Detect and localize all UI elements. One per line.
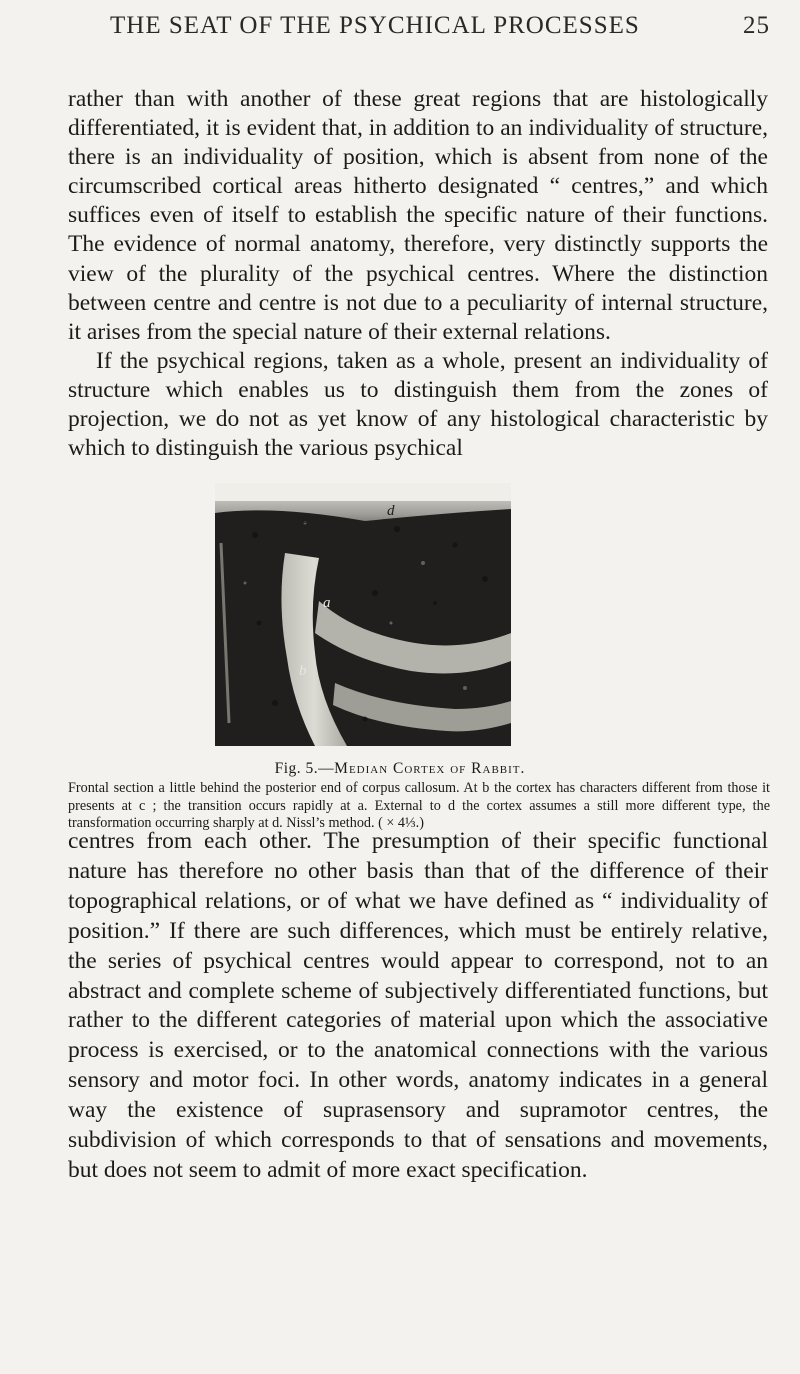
figure-number: Fig. 5. bbox=[274, 760, 319, 777]
paragraph-continued: centres from each other. The presumption of their specific functional nature has therefore no other basis than that of the difference of their topographical relations, or of what we have defined as “ individuality of position.” If there are such differences, which must be entirely relative, the series of psychical centres would appear to correspond, not to an abstract and complete scheme of subjectively differentiated functions, but rather to the different categories of material upon which the associative process is exercised, or to the anatomical connections with the various sensory and motor foci. In other words, anatomy indicates in a general way the existence of suprasensory and supramotor centres, the subdivision of which corresponds to that of sensations and movements, but does not seem to admit of more exact specification. bbox=[68, 828, 768, 1183]
running-head bbox=[110, 6, 770, 46]
figure-caption-title: Fig. 5.—Median Cortex of Rabbit. bbox=[274, 760, 526, 777]
figure-title: Median Cortex of Rabbit. bbox=[334, 760, 526, 777]
paragraph: If the psychical regions, taken as a whole, present an individuality of structure which enables us to distinguish them from the zones of projection, we do not as yet know of any histological characteristic by which to distinguish the various psychical bbox=[68, 347, 768, 462]
running-head-title: THE SEAT OF THE PSYCHICAL PROCESSES bbox=[110, 12, 640, 39]
figure-micrograph bbox=[215, 483, 511, 746]
figure-label-b: b bbox=[299, 663, 307, 679]
paragraph-continued: rather than with another of these great regions that are histologically differentiated, it is evident that, in addition to an individuality of structure, there is an individuality of position, which is absent from none of the circumscribed cortical areas hitherto designated “ centres,” and which suffices even of itself to establish the specific nature of their functions. The evidence of normal anatomy, therefore, very distinctly supports the view of the plurality of the psychical centres. Where the distinction between centre and centre is not due to a peculiarity of internal structure, it arises from the special nature of their external relations. bbox=[68, 86, 768, 345]
page-number: 25 bbox=[743, 12, 770, 39]
figure-label-d: d bbox=[387, 503, 395, 519]
figure-label-a: a bbox=[323, 595, 331, 611]
body-text-top bbox=[68, 85, 768, 463]
figure-caption-text: Frontal section a little behind the posterior end of corpus callosum. At b the cortex has characters different from those it presents at c ; the transition occurs rapidly at a. External to d the cortex assumes a still more different type, the transformation occurring sharply at d. Nissl’s method. ( × 4⅓.) bbox=[68, 780, 770, 831]
micrograph-image bbox=[215, 483, 511, 746]
figure-label-c: c bbox=[301, 511, 308, 527]
body-text-bottom bbox=[68, 827, 768, 1186]
